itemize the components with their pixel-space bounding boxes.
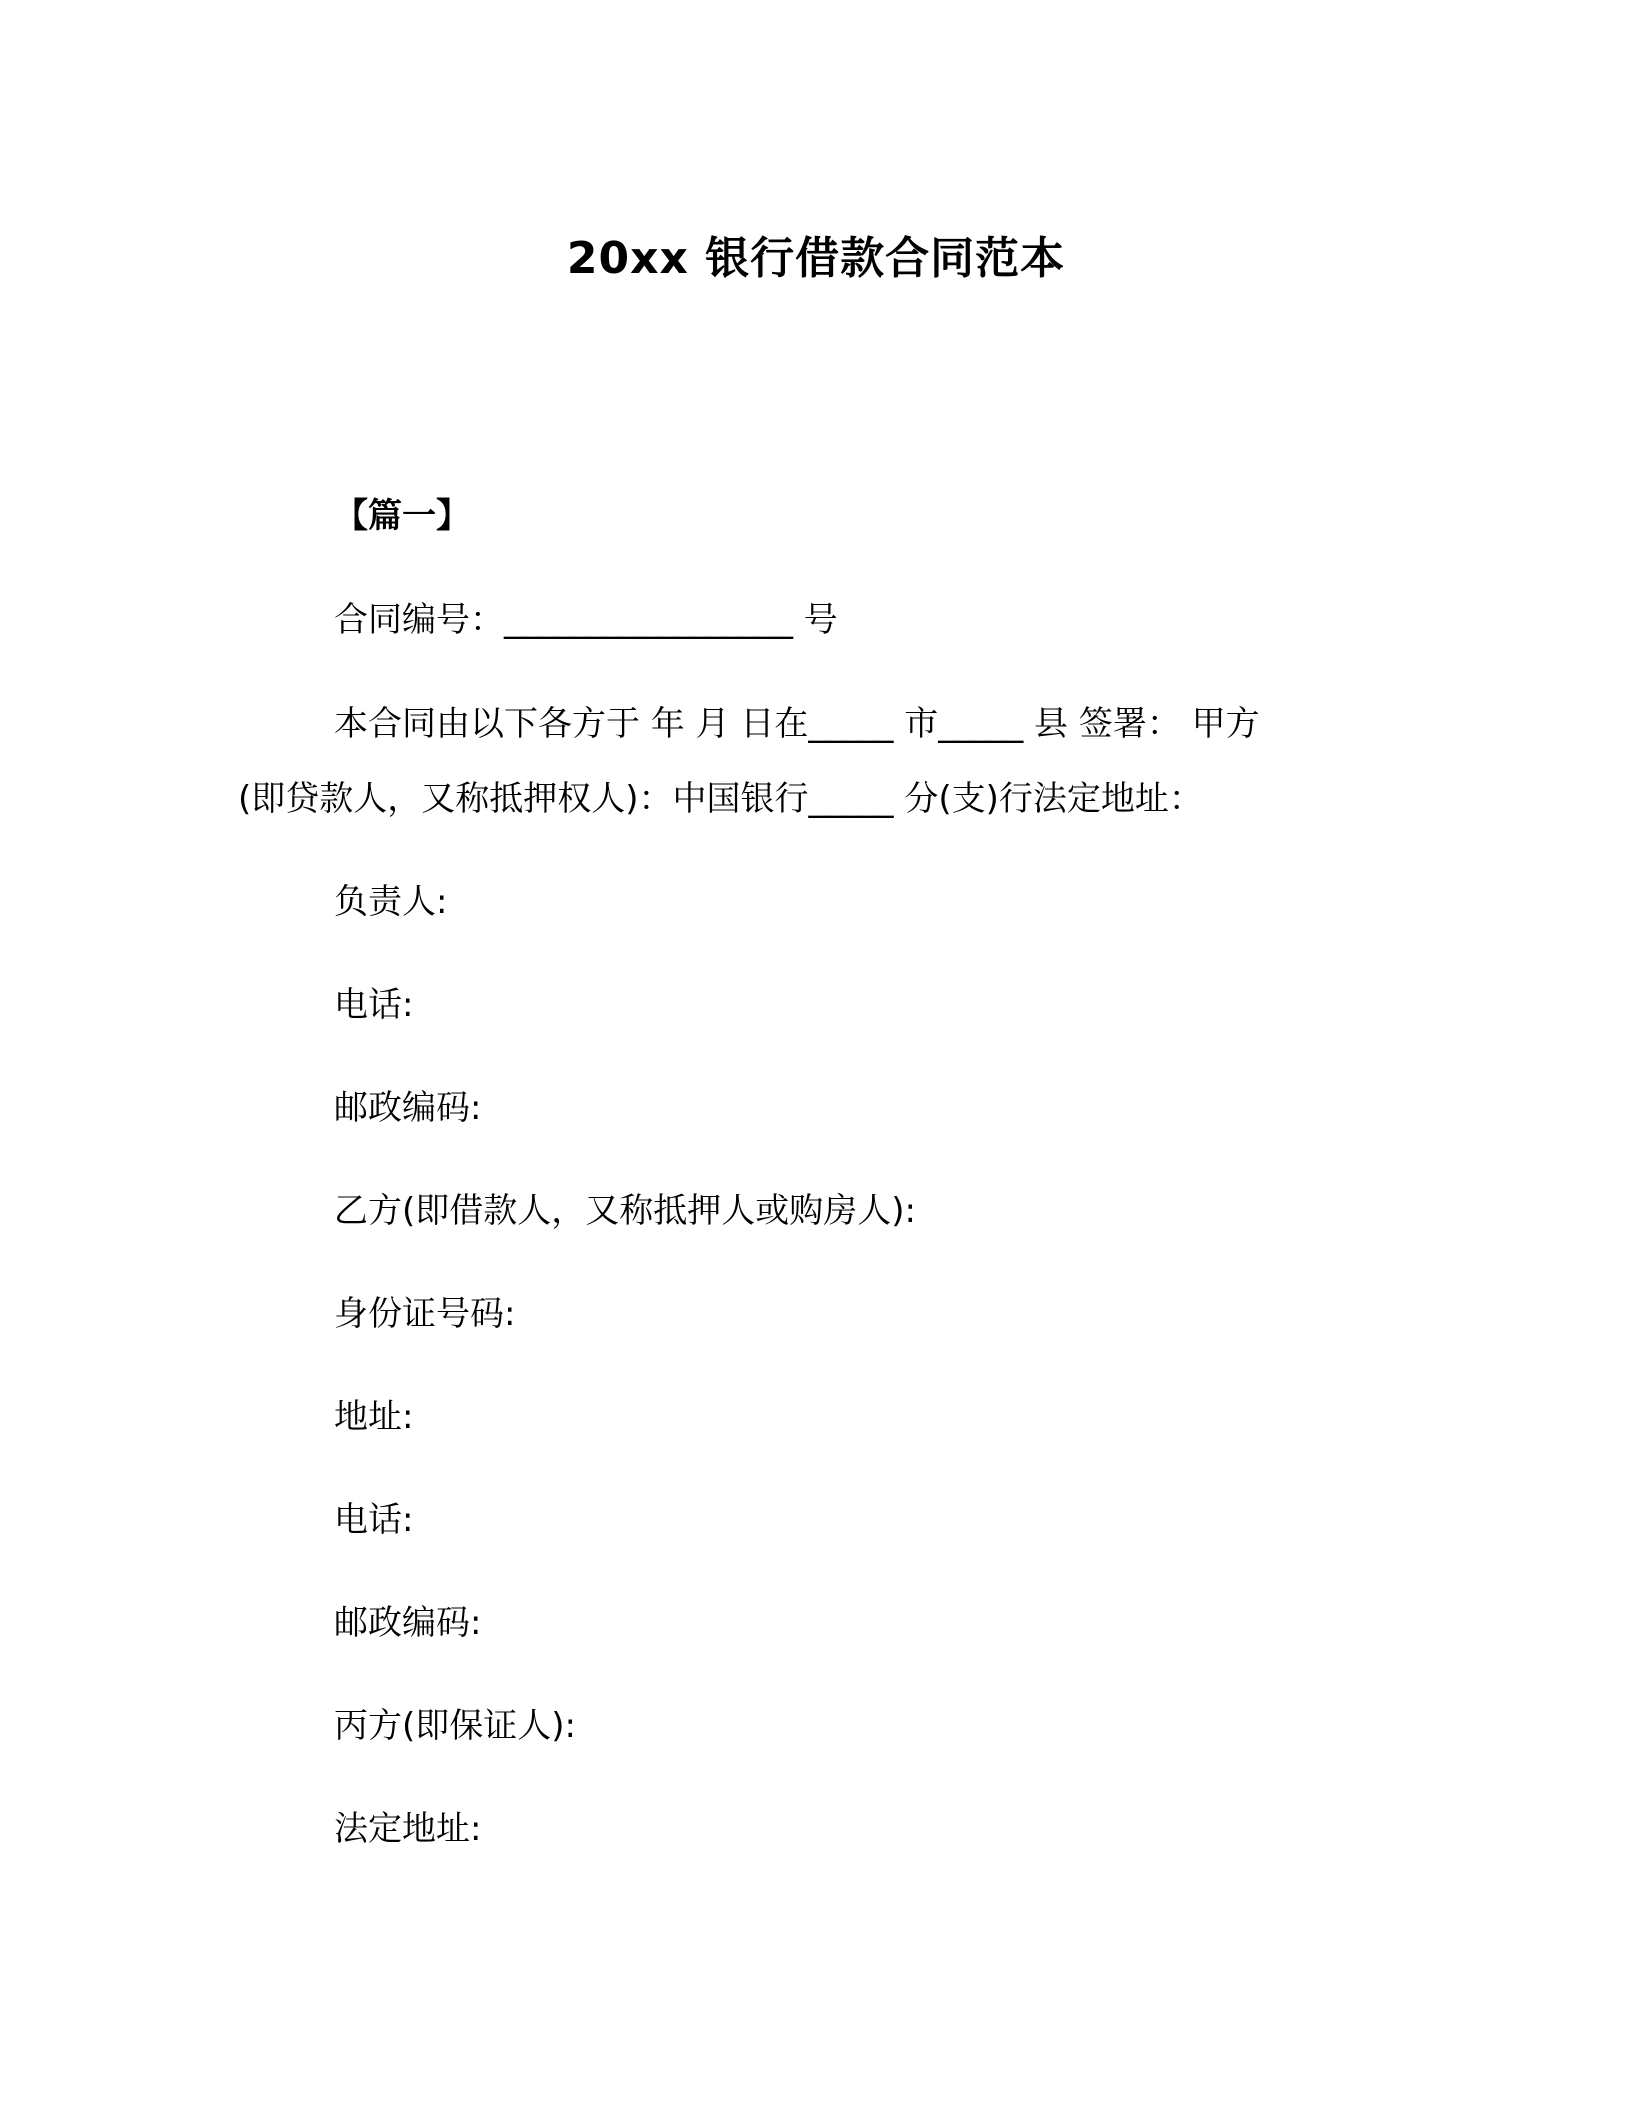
field-lender-postcode: 邮政编码: <box>334 1088 482 1128</box>
field-responsible-person: 负责人: <box>334 882 448 922</box>
field-lender-phone: 电话: <box>334 985 414 1025</box>
field-id-number: 身份证号码: <box>334 1294 516 1334</box>
field-borrower: 乙方(即借款人，又称抵押人或购房人): <box>334 1191 916 1231</box>
contract-number-line: 合同编号：_________________ 号 <box>334 600 838 640</box>
field-guarantor-legal-address: 法定地址: <box>334 1809 482 1849</box>
field-guarantor: 丙方(即保证人): <box>334 1706 576 1746</box>
field-borrower-phone: 电话: <box>334 1500 414 1540</box>
section-label: 【篇一】 <box>334 496 470 536</box>
intro-line-2: (即贷款人，又称抵押权人)：中国银行_____ 分(支)行法定地址： <box>238 779 1203 819</box>
field-borrower-address: 地址: <box>334 1397 414 1437</box>
intro-line-1: 本合同由以下各方于 年 月 日在_____ 市_____ 县 签署： 甲方 <box>334 704 1260 744</box>
field-borrower-postcode: 邮政编码: <box>334 1603 482 1643</box>
document-title: 20xx 银行借款合同范本 <box>566 233 1066 284</box>
